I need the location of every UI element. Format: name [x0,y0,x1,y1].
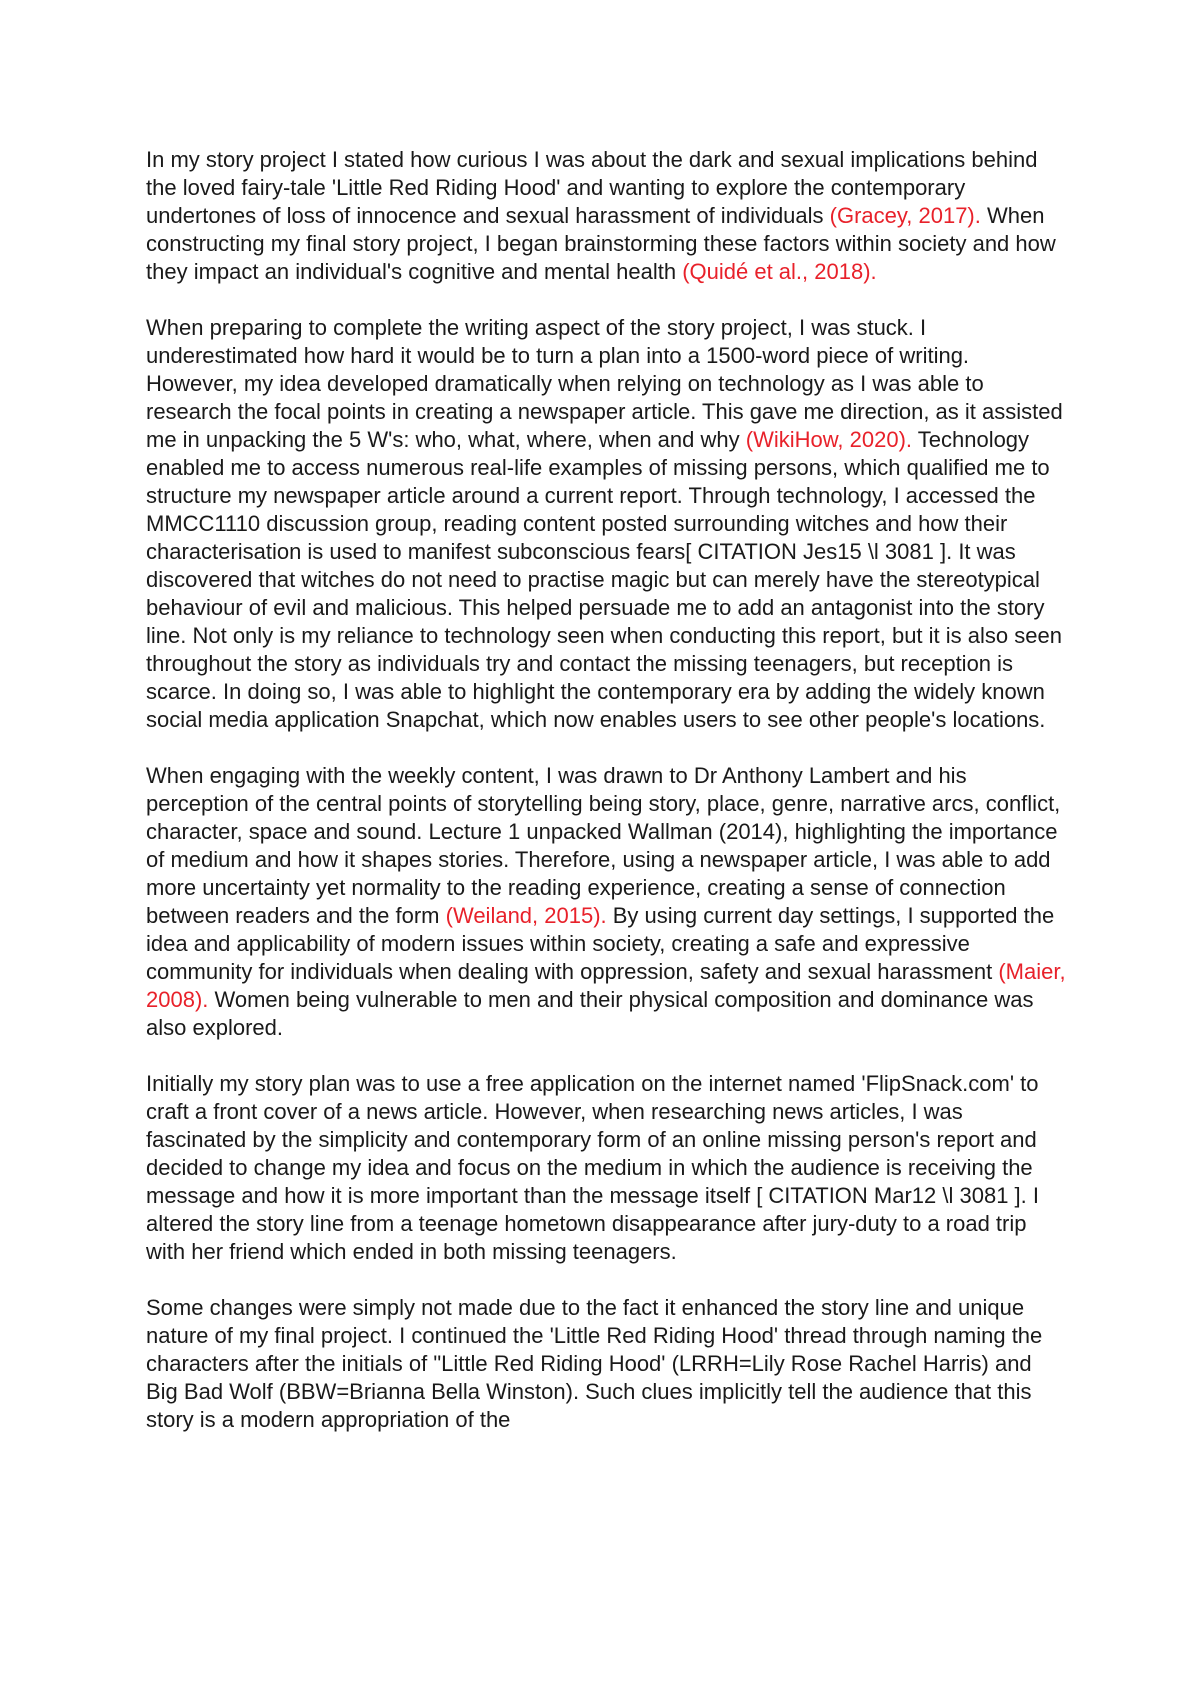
text-run: When preparing to complete the writing aspect of the story project, I was stuck. I underestimated how hard it would be to turn a plan into a 1500-word piece of writing. However, my idea developed dramatically when relying on technology as I was able to research the focal points in creating a newspaper article. This gave me direction, as it assisted me in unpacking the 5 W's: who, what, where, when and why [146,315,1063,452]
text-run: When constructing my final story project, I began brainstorming these factors within society and how they impact an individual's cognitive and mental health [146,203,1056,284]
citation: (Maier, 2008). [146,959,1066,1012]
text-run: When engaging with the weekly content, I was drawn to Dr Anthony Lambert and his perception of the central points of storytelling being story, place, genre, narrative arcs, conflict, character, space and sound. Lecture 1 unpacked Wallman (2014), highlighting the importance of medium and how it shapes stories. Therefore, using a newspaper article, I was able to add more uncertainty yet normality to the reading experience, creating a sense of connection between readers and the form [146,763,1061,928]
text-run: Technology enabled me to access numerous real-life examples of missing persons, which qualified me to structure my newspaper article around a current report. Through technology, I accessed the MMCC1110 discussion group, reading content posted surrounding witches and how their characterisation is used to manifest subconscious fears[ CITATION Jes15 \l 3081 ]. It was discovered that witches do not need to practise magic but can merely have the stereotypical behaviour of evil and malicious. This helped persuade me to add an antagonist into the story line. Not only is my reliance to technology seen when conducting this report, but it is also seen throughout the story as individuals try and contact the missing teenagers, but reception is scarce. In doing so, I was able to highlight the contemporary era by adding the widely known social media application Snapchat, which now enables users to see other people's locations. [146,427,1062,732]
text-run: By using current day settings, I supported the idea and applicability of modern issues within society, creating a safe and expressive community for individuals when dealing with oppression, safety and sexual harassment [146,903,1055,984]
text-run: In my story project I stated how curious I was about the dark and sexual implications behind the loved fairy-tale 'Little Red Riding Hood' and wanting to explore the contemporary undertones of loss of innocence and sexual harassment of individuals [146,147,1038,228]
text-run: Some changes were simply not made due to the fact it enhanced the story line and unique nature of my final project. I continued the 'Little Red Riding Hood' thread through naming the characters after the initials of "Little Red Riding Hood' (LRRH=Lily Rose Rachel Harris) and Big Bad Wolf (BBW=Brianna Bella Winston). Such clues implicitly tell the audience that this story is a modern appropriation of the [146,1295,1043,1432]
citation: (Quidé et al., 2018). [682,259,877,284]
paragraph-5 [146,1294,1066,1434]
citation: (WikiHow, 2020). [745,427,913,452]
paragraph-1 [146,146,1066,286]
citation: (Gracey, 2017). [829,203,981,228]
document-body [146,146,1066,1462]
paragraph-2 [146,314,1066,734]
text-run: Initially my story plan was to use a free application on the internet named 'FlipSnack.com' to craft a front cover of a news article. However, when researching news articles, I was fascinated by the simplicity and contemporary form of an online missing person's report and decided to change my idea and focus on the medium in which the audience is receiving the message and how it is more important than the message itself [ CITATION Mar12 \l 3081 ]. I altered the story line from a teenage hometown disappearance after jury-duty to a road trip with her friend which ended in both missing teenagers. [146,1071,1040,1264]
text-run: Women being vulnerable to men and their physical composition and dominance was also explored. [146,987,1034,1040]
paragraph-3 [146,762,1066,1042]
paragraph-4 [146,1070,1066,1266]
citation: (Weiland, 2015). [445,903,607,928]
